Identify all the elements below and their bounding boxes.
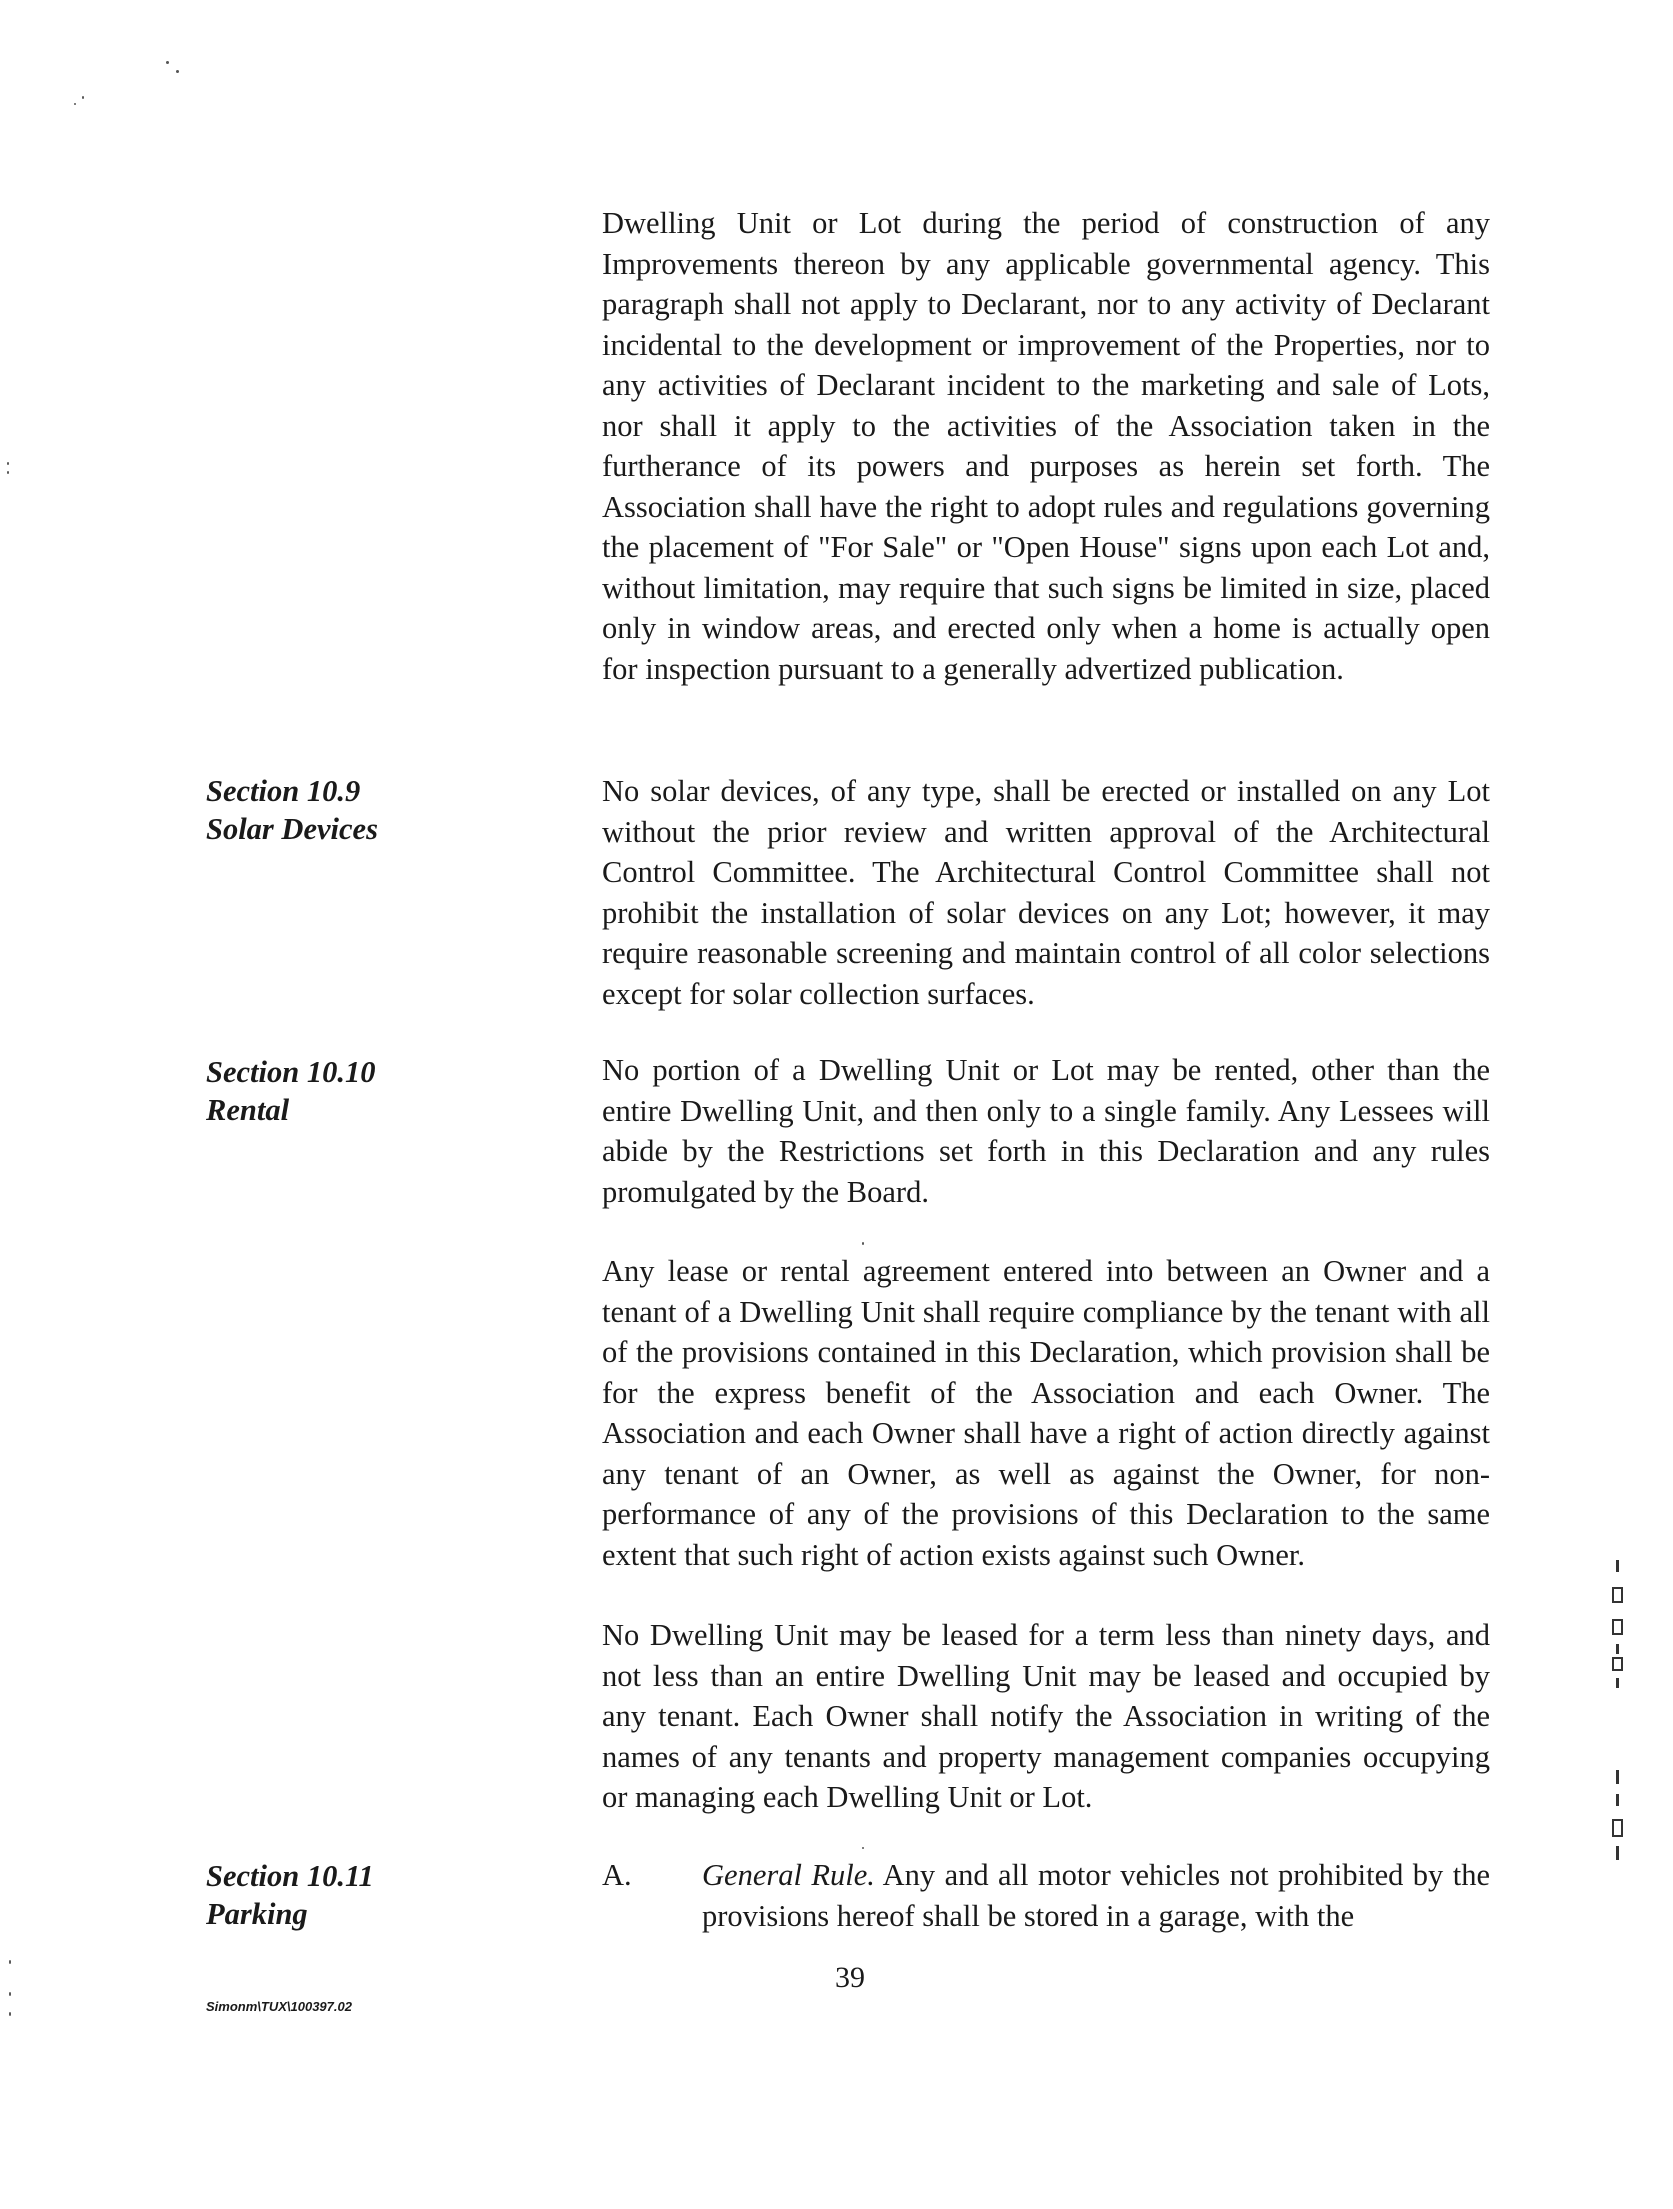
scan-speck	[74, 103, 76, 105]
rental-paragraph-1: No portion of a Dwelling Unit or Lot may be rented, other than the entire Dwelling Unit, and then only to a single family. Any Lessees will abide by the Restrictions set forth in this Declaration and any rules promulgated by the Board.	[602, 1053, 1490, 1209]
page-number: 39	[835, 1961, 865, 1994]
scan-speck	[9, 2012, 11, 2016]
scan-speck	[862, 1847, 864, 1849]
scan-speck	[9, 1960, 11, 1964]
list-marker: A.	[602, 1858, 632, 1892]
section-number: Section 10.9	[206, 774, 361, 808]
run-in-heading: General Rule.	[702, 1858, 875, 1892]
section-title: Rental	[206, 1093, 290, 1127]
continuation-paragraph: Dwelling Unit or Lot during the period of construction of any Improvements thereon by any applicable governmental agency. This paragraph shall not apply to Declarant, nor to any activity of Declarant incidental to the development or improvement of the Properties, nor to any activities of Declarant incident to the marketing and sale of Lots, nor shall it apply to the activities of the Association taken in the furtherance of its powers and purposes as herein set forth. The Association shall have the right to adopt rules and regulations governing the placement of "For Sale" or "Open House" signs upon each Lot and, without limitation, may require that such signs be limited in size, placed only in window areas, and erected only when a home is actually open for inspection pursuant to a generally advertized publication.	[602, 206, 1490, 686]
parking-item-text	[702, 1855, 1490, 1936]
section-title: Solar Devices	[206, 812, 378, 846]
rental-paragraph-2: Any lease or rental agreement entered into between an Owner and a tenant of a Dwelling Unit shall require compliance by the tenant with all of the provisions contained in this Declaration, which provision shall be for the express benefit of the Association and each Owner. The Association and each Owner shall have a right of action directly against any tenant of an Owner, as well as against the Owner, for non-performance of any of the provisions of this Declaration to the same extent that such right of action exists against such Owner.	[602, 1254, 1490, 1572]
scan-speck	[166, 61, 169, 64]
solar-devices-paragraph: No solar devices, of any type, shall be erected or installed on any Lot without the prior review and written approval of the Architectural Control Committee. The Architectural Control Committee shall not prohibit the installation of solar devices on any Lot; however, it may require reasonable screening and maintain control of all color selections except for solar collection surfaces.	[602, 774, 1490, 1011]
section-10-10-heading	[206, 1053, 566, 1129]
scan-speck	[176, 70, 179, 73]
parking-body-text: Any and all motor vehicles not prohibited by the provisions hereof shall be stored in a garage, with the	[702, 1858, 1490, 1933]
scan-speck	[7, 462, 9, 465]
section-title: Parking	[206, 1897, 308, 1931]
margin-scan-marks	[1608, 1558, 1628, 1918]
section-10-9-heading	[206, 772, 566, 848]
scan-speck	[82, 96, 84, 99]
section-10-11-heading	[206, 1857, 566, 1933]
scan-speck	[7, 471, 9, 474]
section-number: Section 10.11	[206, 1859, 374, 1893]
scan-speck	[9, 1992, 11, 1996]
scan-speck	[862, 1242, 864, 1245]
section-number: Section 10.10	[206, 1055, 376, 1089]
parking-list-item-a	[602, 1855, 1490, 1936]
document-id: Simonm\TUX\100397.02	[206, 1999, 352, 2014]
rental-paragraph-3: No Dwelling Unit may be leased for a term less than ninety days, and not less than an entire Dwelling Unit may be leased and occupied by any tenant. Each Owner shall notify the Association in writing of the names of any tenants and property management companies occupying or managing each Dwelling Unit or Lot.	[602, 1618, 1490, 1814]
